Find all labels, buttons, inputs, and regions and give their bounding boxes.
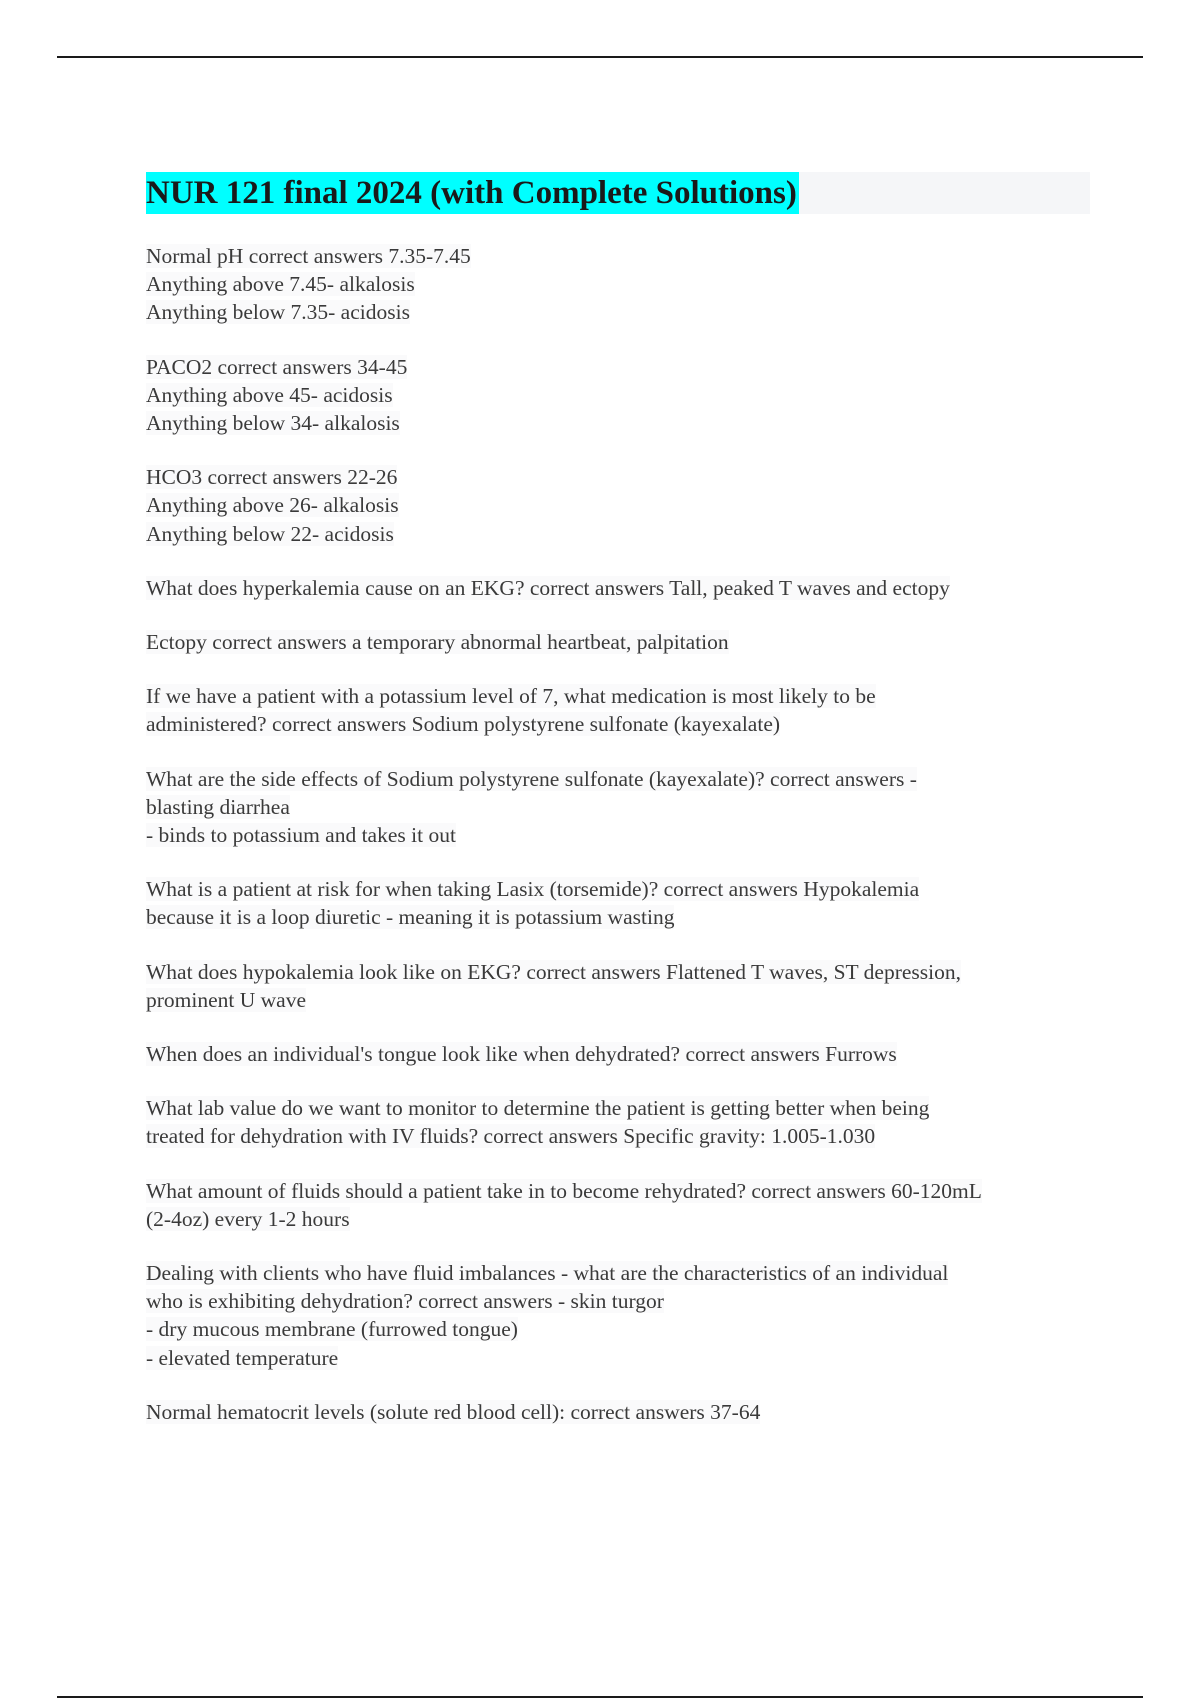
qa-line: prominent U wave [146, 987, 307, 1012]
qa-entry [146, 682, 1090, 738]
document-title: NUR 121 final 2024 (with Complete Solutions) [146, 172, 799, 214]
qa-line: Normal hematocrit levels (solute red blood cell): correct answers 37-64 [146, 1399, 761, 1424]
top-rule [57, 56, 1143, 58]
qa-line: blasting diarrhea [146, 794, 290, 819]
qa-line: administered? correct answers Sodium polystyrene sulfonate (kayexalate) [146, 712, 781, 737]
qa-entry [146, 353, 1090, 438]
qa-line: If we have a patient with a potassium level of 7, what medication is most likely to be [146, 684, 876, 709]
qa-line: (2-4oz) every 1-2 hours [146, 1206, 350, 1231]
qa-line: who is exhibiting dehydration? correct answers - skin turgor [146, 1289, 664, 1314]
qa-line: Anything below 34- alkalosis [146, 411, 400, 436]
title-bar [146, 172, 1090, 214]
qa-entry [146, 628, 1090, 656]
qa-entry [146, 1398, 1090, 1426]
qa-line: What is a patient at risk for when taking Lasix (torsemide)? correct answers Hypokalemia [146, 877, 920, 902]
qa-entry [146, 242, 1090, 327]
qa-line: because it is a loop diuretic - meaning it is potassium wasting [146, 905, 675, 930]
bottom-rule [57, 1696, 1143, 1698]
qa-line: Anything above 7.45- alkalosis [146, 272, 415, 297]
qa-entry [146, 875, 1090, 931]
qa-line: What amount of fluids should a patient take in to become rehydrated? correct answers 60-120mL [146, 1178, 982, 1203]
qa-line: - dry mucous membrane (furrowed tongue) [146, 1317, 518, 1342]
qa-line: HCO3 correct answers 22-26 [146, 465, 398, 490]
qa-entry [146, 765, 1090, 850]
qa-line: When does an individual's tongue look like when dehydrated? correct answers Furrows [146, 1042, 897, 1067]
qa-entry [146, 1259, 1090, 1372]
qa-line: Anything above 45- acidosis [146, 382, 393, 407]
qa-line: PACO2 correct answers 34-45 [146, 354, 408, 379]
qa-line: Anything below 7.35- acidosis [146, 300, 410, 325]
qa-line: Ectopy correct answers a temporary abnormal heartbeat, palpitation [146, 630, 729, 655]
qa-line: Anything below 22- acidosis [146, 521, 394, 546]
qa-line: What lab value do we want to monitor to determine the patient is getting better when being [146, 1096, 930, 1121]
qa-line: - elevated temperature [146, 1345, 339, 1370]
qa-entry [146, 574, 1090, 602]
qa-entry [146, 958, 1090, 1014]
document-body [146, 172, 1090, 1452]
qa-line: treated for dehydration with IV fluids? correct answers Specific gravity: 1.005-1.030 [146, 1124, 876, 1149]
qa-entry [146, 1177, 1090, 1233]
qa-line: What does hypokalemia look like on EKG? correct answers Flattened T waves, ST depression, [146, 959, 962, 984]
qa-line: - binds to potassium and takes it out [146, 823, 456, 848]
qa-entry [146, 1094, 1090, 1150]
qa-line: Dealing with clients who have fluid imbalances - what are the characteristics of an individual [146, 1261, 949, 1286]
qa-line: Anything above 26- alkalosis [146, 493, 399, 518]
qa-entry [146, 1040, 1090, 1068]
qa-line: What does hyperkalemia cause on an EKG? correct answers Tall, peaked T waves and ectopy [146, 575, 950, 600]
qa-line: What are the side effects of Sodium polystyrene sulfonate (kayexalate)? correct answers - [146, 766, 917, 791]
qa-line: Normal pH correct answers 7.35-7.45 [146, 244, 471, 268]
qa-entry [146, 463, 1090, 548]
